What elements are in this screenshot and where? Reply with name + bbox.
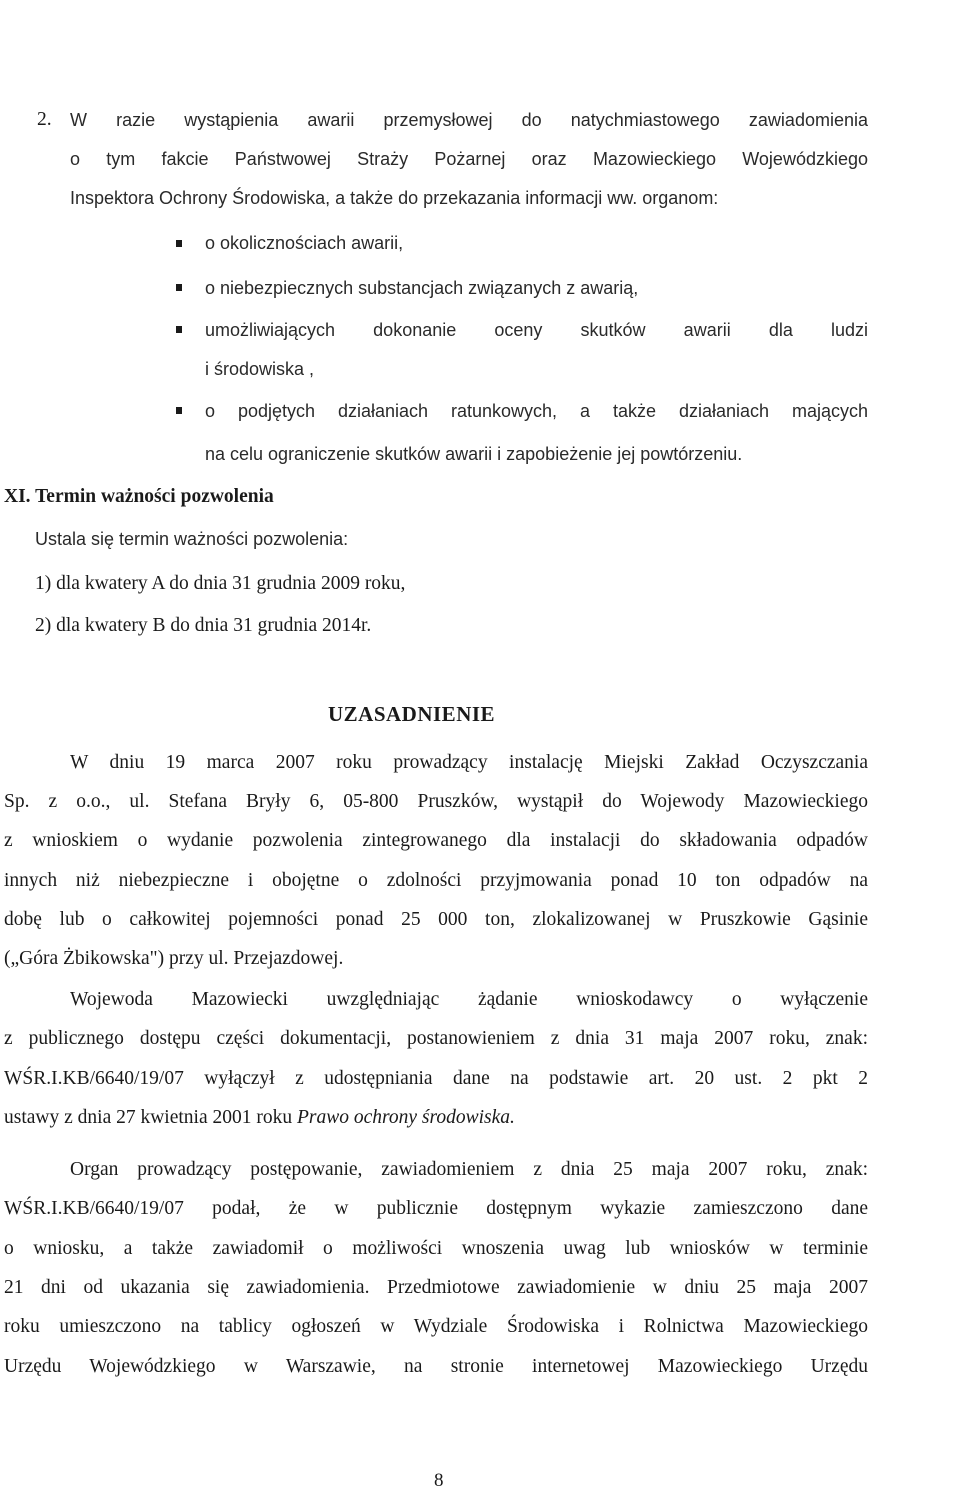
bullet-item: o okolicznościach awarii, (205, 233, 404, 253)
section-heading: XI. Termin ważności pozwolenia (4, 486, 274, 507)
paragraph-line: WŚR.I.KB/6640/19/07 podał, że w publicznie dostępnym wykazie zamieszczono dane (4, 1198, 868, 1219)
bullet-marker (176, 240, 182, 247)
paragraph-line: 21 dni od ukazania się zawiadomienia. Przedmiotowe zawiadomienie w dniu 25 maja 2007 (4, 1277, 868, 1298)
list-item: 2) dla kwatery B do dnia 31 grudnia 2014r. (35, 615, 372, 636)
paragraph-line: z wnioskiem o wydanie pozwolenia zintegrowanego dla instalacji do składowania odpadów (4, 830, 868, 851)
bullet-item-continuation: i środowiska , (205, 359, 315, 379)
paragraph-line: Sp. z o.o., ul. Stefana Bryły 6, 05-800 Pruszków, wystąpił do Wojewody Mazowieckiego (4, 791, 868, 812)
paragraph-line: z publicznego dostępu części dokumentacji, postanowieniem z dnia 31 maja 2007 roku, znak: (4, 1028, 868, 1049)
list-item: 1) dla kwatery A do dnia 31 grudnia 2009 roku, (35, 573, 406, 594)
paragraph-line: Organ prowadzący postępowanie, zawiadomieniem z dnia 25 maja 2007 roku, znak: (70, 1159, 868, 1180)
paragraph-line: Wojewoda Mazowiecki uwzględniając żądanie wnioskodawcy o wyłączenie (70, 989, 868, 1010)
paragraph-line: roku umieszczono na tablicy ogłoszeń w Wydziale Środowiska i Rolnictwa Mazowieckiego (4, 1316, 868, 1337)
paragraph-line (4, 1106, 515, 1130)
page-number: 8 (434, 1470, 444, 1491)
bullet-item-continuation: na celu ograniczenie skutków awarii i zapobieżenie jej powtórzeniu. (205, 444, 743, 464)
item2-line-3: Inspektora Ochrony Środowiska, a także do przekazania informacji ww. organom: (70, 188, 719, 208)
paragraph-line: innych niż niebezpieczne i obojętne o zdolności przyjmowania ponad 10 ton odpadów na (4, 870, 868, 891)
bullet-marker (176, 326, 182, 333)
ustawa-text: ustawy z dnia 27 kwietnia 2001 roku (4, 1107, 297, 1128)
bullet-item: o niebezpiecznych substancjach związanych z awarią, (205, 278, 639, 298)
item2-line-2: o tym fakcie Państwowej Straży Pożarnej oraz Mazowieckiego Wojewódzkiego (70, 149, 868, 169)
paragraph-line: („Góra Żbikowska") przy ul. Przejazdowej. (4, 948, 344, 969)
page-title: UZASADNIENIE (328, 702, 496, 726)
paragraph-line: o wniosku, a także zawiadomił o możliwości wnoszenia uwag lub wniosków w terminie (4, 1238, 868, 1259)
item2-line-1: W razie wystąpienia awarii przemysłowej do natychmiastowego zawiadomienia (70, 110, 868, 130)
section-intro: Ustala się termin ważności pozwolenia: (35, 529, 349, 549)
paragraph-line: dobę lub o całkowitej pojemności ponad 25 000 ton, zlokalizowanej w Pruszkowie Gąsinie (4, 909, 868, 930)
bullet-item: o podjętych działaniach ratunkowych, a także działaniach mających (205, 401, 868, 421)
paragraph-line: WŚR.I.KB/6640/19/07 wyłączył z udostępniania dane na podstawie art. 20 ust. 2 pkt 2 (4, 1068, 868, 1089)
bullet-item: umożliwiających dokonanie oceny skutków awarii dla ludzi (205, 320, 868, 340)
ustawa-title: Prawo ochrony środowiska. (297, 1107, 515, 1128)
paragraph-line: Urzędu Wojewódzkiego w Warszawie, na stronie internetowej Mazowieckiego Urzędu (4, 1356, 868, 1377)
bullet-marker (176, 284, 182, 291)
bullet-marker (176, 407, 182, 414)
item-number: 2. (37, 109, 52, 130)
paragraph-line: W dniu 19 marca 2007 roku prowadzący instalację Miejski Zakład Oczyszczania (70, 752, 868, 773)
